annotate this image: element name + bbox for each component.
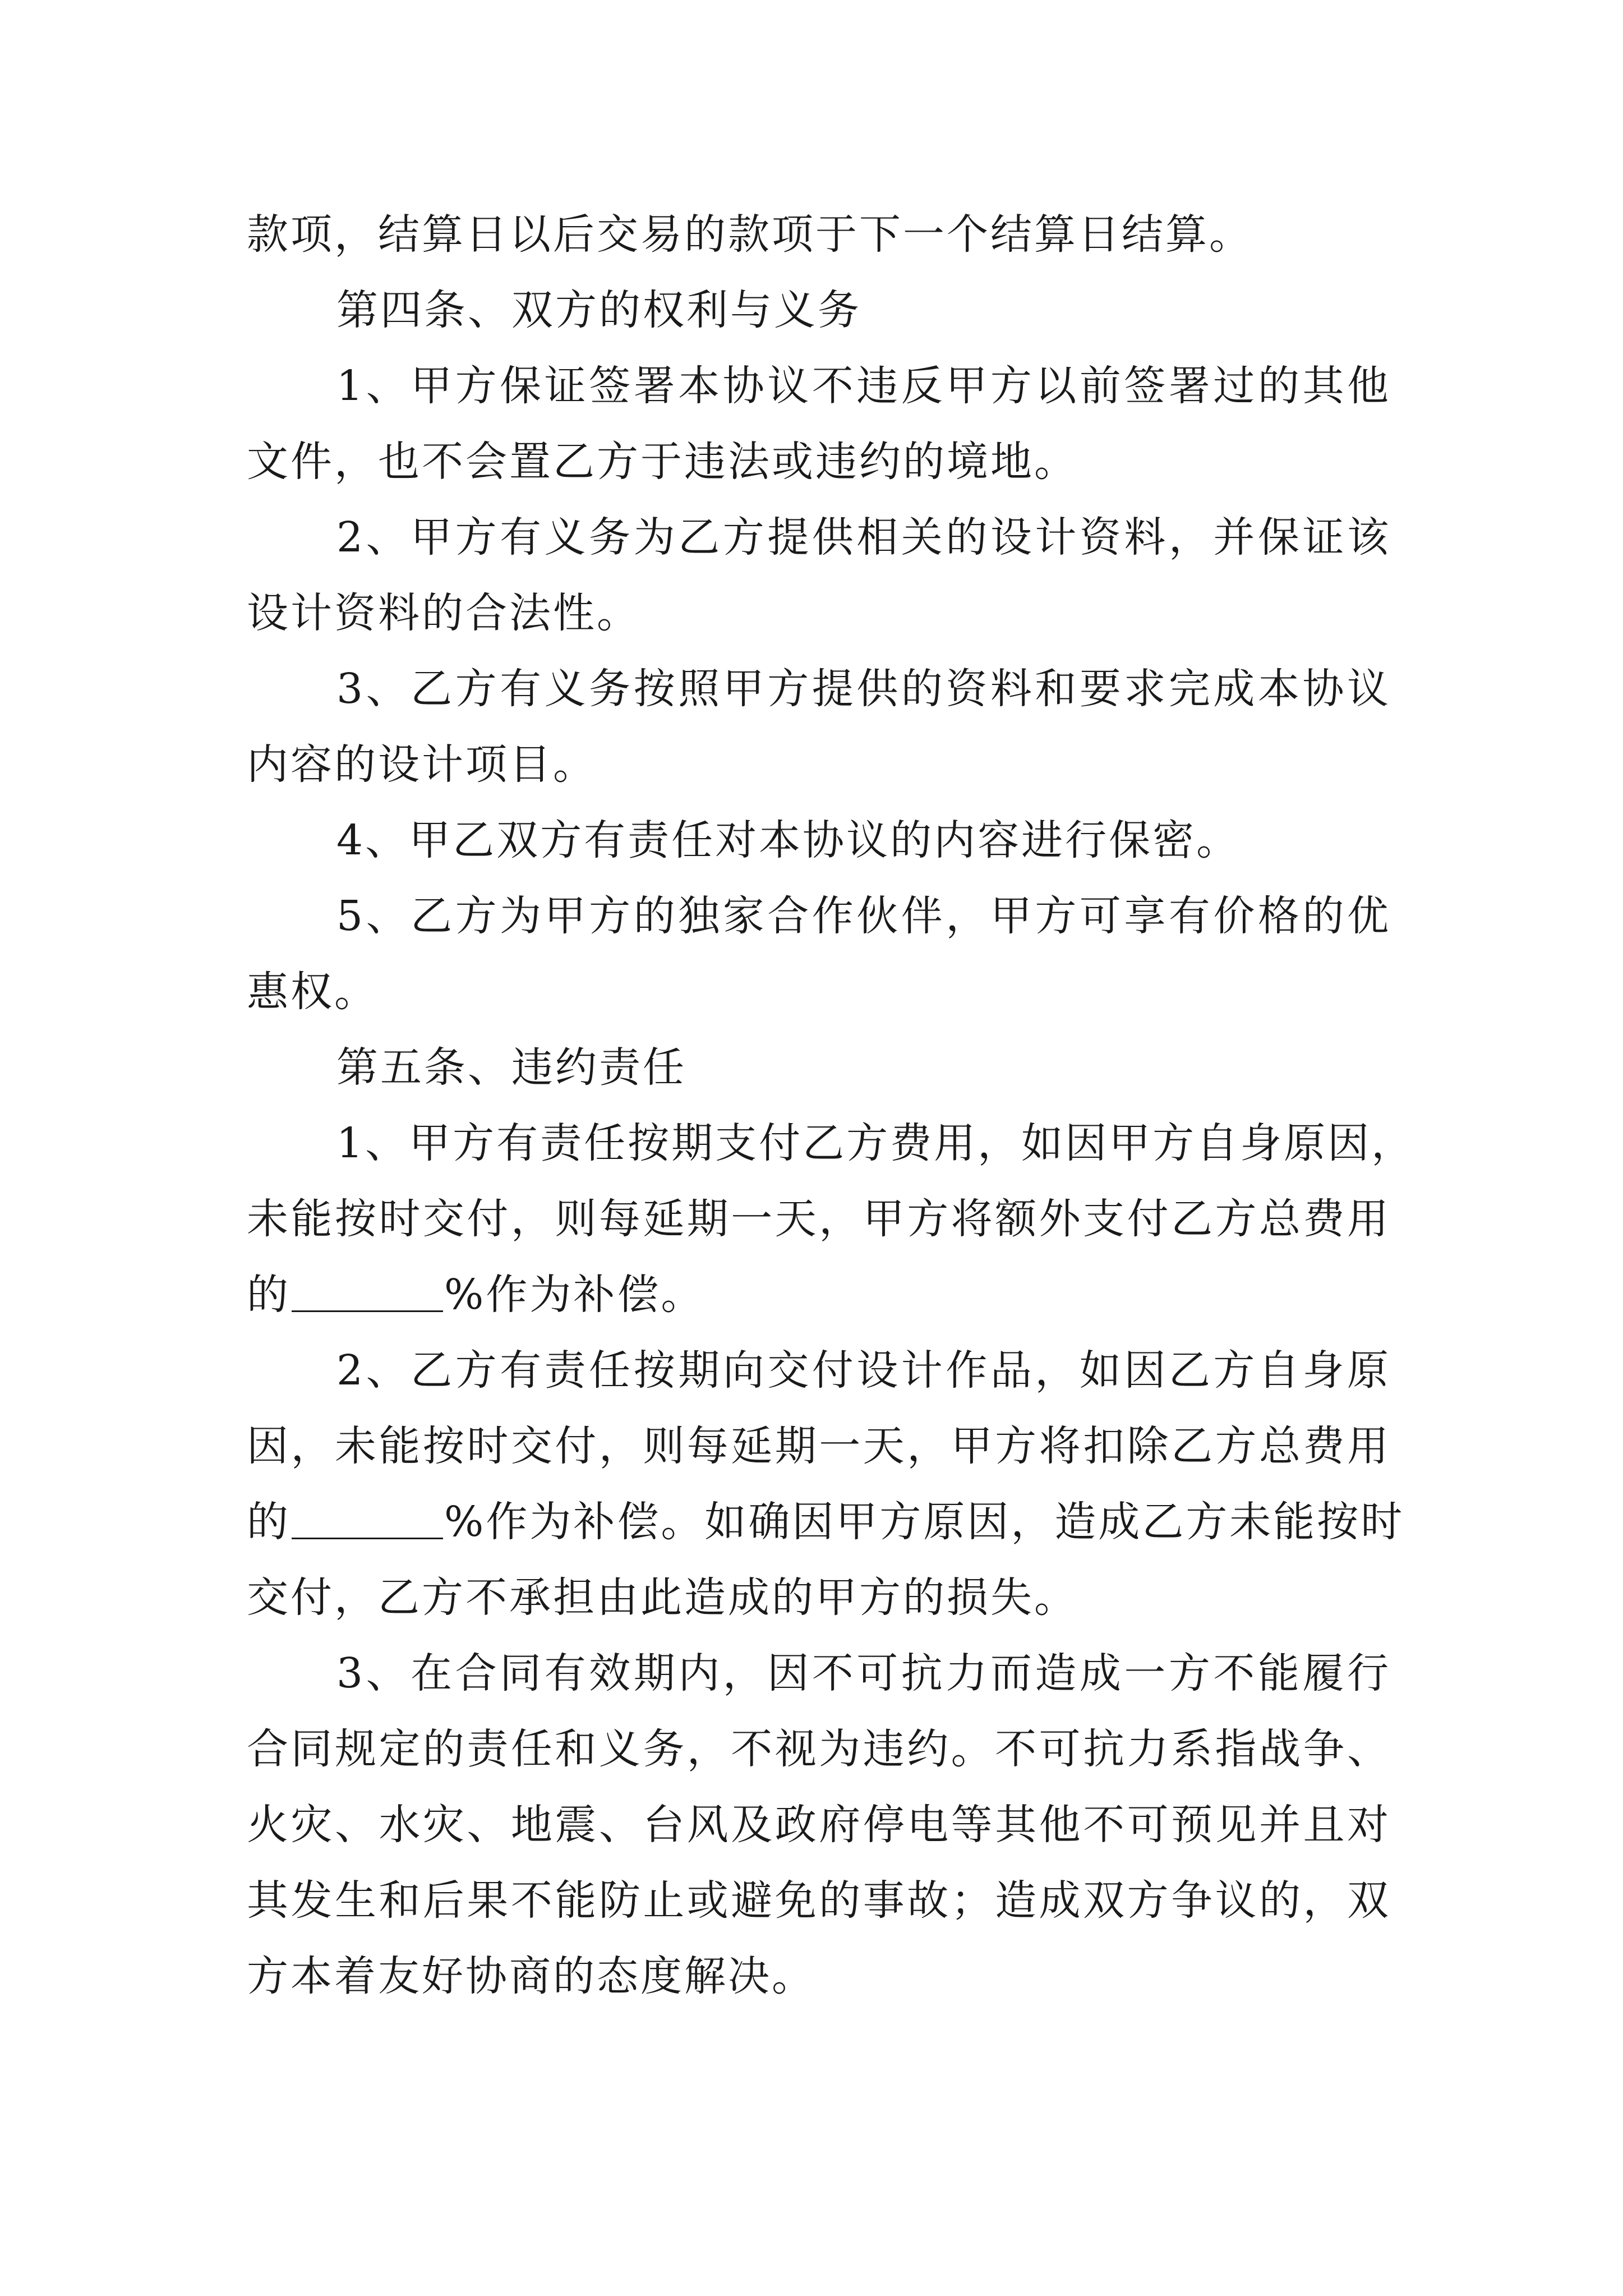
text-line: 交付，乙方不承担由此造成的甲方的损失。 xyxy=(247,1573,1078,1622)
text-line: 因，未能按时交付，则每延期一天，甲方将扣除乙方总费用 xyxy=(247,1422,1391,1470)
text-line: 设计资料的合法性。 xyxy=(247,589,640,637)
text-line: 火灾、水灾、地震、台风及政府停电等其他不可预见并且对 xyxy=(247,1801,1391,1849)
text-line: 惠权。 xyxy=(247,968,378,1016)
fill-in-blank xyxy=(292,1310,443,1312)
text-line: 合同规定的责任和义务，不视为违约。不可抗力系指战争、 xyxy=(247,1725,1391,1773)
text-line: 3、乙方有义务按照甲方提供的资料和要求完成本协议 xyxy=(336,665,1391,713)
text-line: 2、乙方有责任按期向交付设计作品，如因乙方自身原 xyxy=(336,1346,1391,1395)
section-heading: 第四条、双方的权利与义务 xyxy=(336,286,861,334)
fill-in-blank xyxy=(292,1538,443,1539)
text-fragment: %作为补偿。 xyxy=(444,1271,705,1319)
text-line xyxy=(247,1267,704,1323)
text-fragment: 的 xyxy=(247,1271,291,1319)
text-line: 2、甲方有义务为乙方提供相关的设计资料，并保证该 xyxy=(336,513,1391,562)
text-line: 文件，也不会置乙方于违法或违约的境地。 xyxy=(247,438,1078,486)
text-line: 3、在合同有效期内，因不可抗力而造成一方不能履行 xyxy=(336,1649,1391,1697)
text-line: 1、甲方保证签署本协议不违反甲方以前签署过的其他 xyxy=(336,362,1391,410)
text-line: 其发生和后果不能防止或避免的事故；造成双方争议的，双 xyxy=(247,1876,1391,1925)
text-line: 4、甲乙双方有责任对本协议的内容进行保密。 xyxy=(336,816,1241,864)
section-heading: 第五条、违约责任 xyxy=(336,1043,686,1092)
text-line: 1、甲方有责任按期支付乙方费用，如因甲方自身原因， xyxy=(336,1119,1415,1167)
text-line: 5、乙方为甲方的独家合作伙伴，甲方可享有价格的优 xyxy=(336,892,1391,940)
text-line xyxy=(247,1494,1404,1550)
text-fragment: 的 xyxy=(247,1498,291,1546)
text-line: 内容的设计项目。 xyxy=(247,740,597,789)
text-line: 未能按时交付，则每延期一天，甲方将额外支付乙方总费用 xyxy=(247,1195,1391,1243)
text-line: 款项，结算日以后交易的款项于下一个结算日结算。 xyxy=(247,210,1253,259)
text-fragment: %作为补偿。如确因甲方原因，造成乙方未能按时 xyxy=(444,1498,1405,1546)
text-line: 方本着友好协商的态度解决。 xyxy=(247,1952,815,2000)
